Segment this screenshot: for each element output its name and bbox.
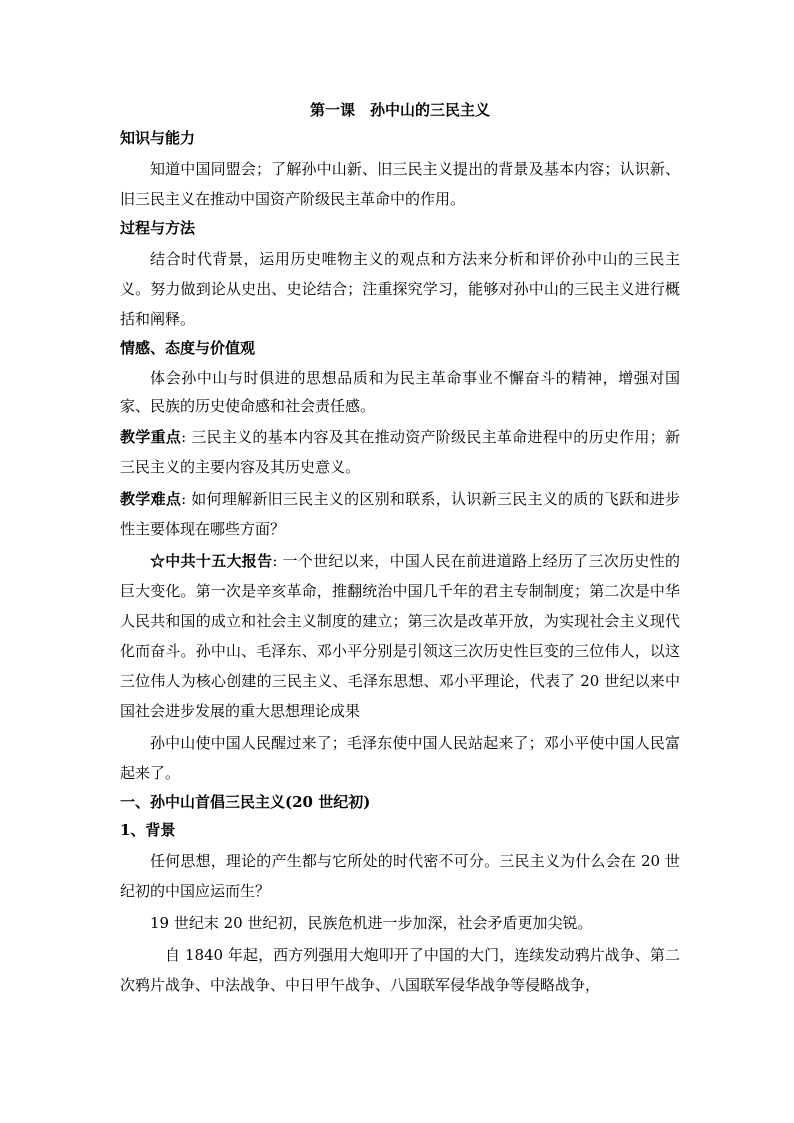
paragraph-summary: 孙中山使中国人民醒过来了；毛泽东使中国人民站起来了；邓小平使中国人民富起来了。 [120, 734, 680, 782]
paragraph-process: 结合时代背景，运用历史唯物主义的观点和方法来分析和评价孙中山的三民主义。努力做到论从史出、史论结合；注重探究学习，能够对孙中山的三民主义进行概括和阐释。 [120, 250, 680, 328]
paragraph-emotion: 体会孙中山与时俱进的思想品质和为民主革命事业不懈奋斗的精神，增强对国家、民族的历史使命感和社会责任感。 [120, 369, 680, 415]
paragraph-difficulties: 教学难点: 如何理解新旧三民主义的区别和联系，认识新三民主义的质的飞跃和进步性主要体现在哪些方面？ [120, 490, 680, 538]
heading-background: 1、背景 [120, 821, 176, 839]
paragraph-knowledge: 知道中国同盟会；了解孙中山新、旧三民主义提出的背景及基本内容；认识新、旧三民主义在推动中国资产阶级民主革命中的作用。 [120, 160, 680, 208]
document-page [120, 98, 680, 1002]
key-points-text: 三民主义的基本内容及其在推动资产阶级民主革命进程中的历史作用；新三民主义的主要内容及其历史意义。 [120, 428, 680, 476]
heading-process: 过程与方法 [120, 219, 196, 237]
difficulties-label: 教学难点 [120, 490, 182, 508]
difficulties-text: 如何理解新旧三民主义的区别和联系，认识新三民主义的质的飞跃和进步性主要体现在哪些方面？ [120, 490, 680, 538]
heading-part1: 一、孙中山首倡三民主义(20 世纪初) [120, 793, 371, 811]
paragraph-background-3: 自 1840 年起，西方列强用大炮叩开了中国的大门，连续发动鸦片战争、第二次鸦片战争、中法战争、中日甲午战争、八国联军侵华战争等侵略战争， [120, 946, 680, 994]
report-label: ☆中共十五大报告 [150, 552, 273, 570]
paragraph-background-1: 任何思想，理论的产生都与它所处的时代密不可分。三民主义为什么会在 20 世纪初的中国应运而生？ [120, 852, 680, 900]
heading-emotion: 情感、态度与价值观 [120, 339, 256, 357]
paragraph-report: ☆中共十五大报告: 一个世纪以来，中国人民在前进道路上经历了三次历史性的巨大变化。第一次是辛亥革命，推翻统治中国几千年的君主专制制度；第二次是中华人民共和国的成立和社会主义制度的建立；第三次是改革开放，为实现社会主义现代化而奋斗。孙中山、毛泽东、邓小平分别是引领这三次历史性巨变的三位伟人，以这三位伟人为核心创建的三民主义、毛泽东思想、邓小平理论，代表了 20 世纪以来中国社会进步发展的重大思想理论成果 [120, 552, 680, 720]
key-points-label: 教学重点 [120, 428, 182, 446]
report-text: 一个世纪以来，中国人民在前进道路上经历了三次历史性的巨大变化。第一次是辛亥革命，推翻统治中国几千年的君主专制制度；第二次是中华人民共和国的成立和社会主义制度的建立；第三次是改革开放，为实现社会主义现代化而奋斗。孙中山、毛泽东、邓小平分别是引领这三次历史性巨变的三位伟人，以这三位伟人为核心创建的三民主义、毛泽东思想、邓小平理论，代表了 20 世纪以来中国社会进步发展的重大思想理论成果 [120, 552, 680, 720]
page-title: 第一课 孙中山的三民主义 [309, 101, 490, 119]
paragraph-background-2: 19 世纪末 20 世纪初，民族危机进一步加深，社会矛盾更加尖锐。 [150, 914, 593, 932]
paragraph-key-points: 教学重点: 三民主义的基本内容及其在推动资产阶级民主革命进程中的历史作用；新三民主义的主要内容及其历史意义。 [120, 428, 680, 476]
heading-knowledge: 知识与能力 [120, 129, 196, 147]
